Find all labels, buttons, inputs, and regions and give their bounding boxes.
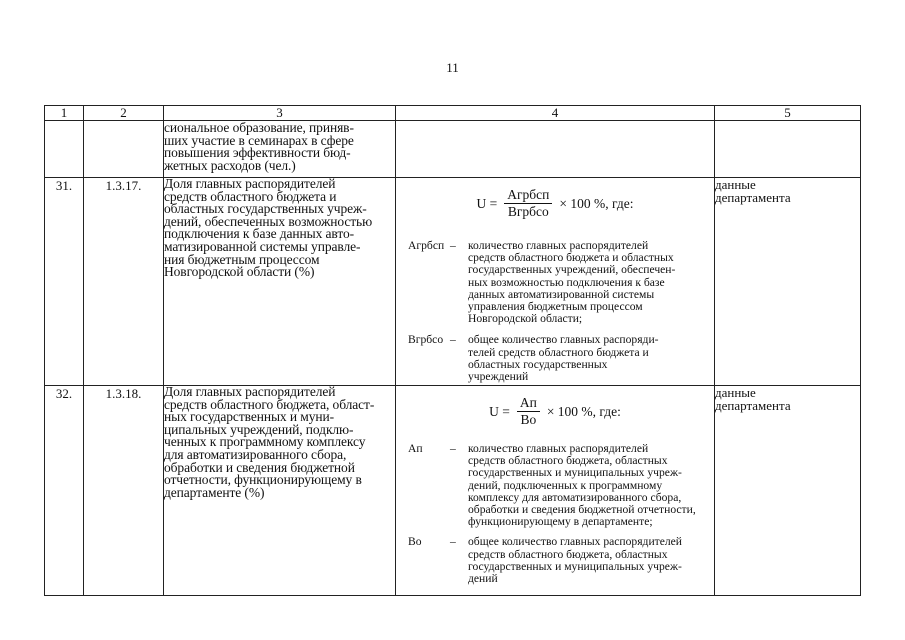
definition-item — [396, 536, 714, 585]
header-col-5: 5 — [715, 106, 861, 121]
formula-rhs: × 100 %, где: — [546, 403, 621, 419]
formula-lhs: U = — [476, 195, 498, 211]
indicator-code: 1.3.18. — [84, 386, 164, 596]
header-col-2: 2 — [84, 106, 164, 121]
formula-numerator: Ап — [517, 396, 540, 412]
definition-dash: – — [450, 239, 456, 252]
continuation-text: сиональное образование, приняв- ших участие в семинарах в сфере повышения эффективности бюд- жетных расходов (чел.) — [164, 121, 396, 178]
formula-fraction — [517, 396, 540, 427]
definition-text: количество главных распорядителей средств областного бюджета, областных государственных и муниципальных учреж- дений, подключенных к программному комплексу для автоматизированного сбора, обработки и сведения бюджетной отчетности, функционирующему в департаменте; — [468, 442, 696, 529]
definition-symbol: Вгрбсо — [408, 333, 444, 347]
indicators-table — [44, 105, 861, 596]
definition-text: количество главных распорядителей средств областного бюджета и областных государственных учреждений, обеспечен- ных возможностью подключения к базе данных автоматизированной системы управления бюджетным процессом Новгородской области; — [468, 239, 676, 326]
definition-symbol: Ап — [408, 442, 423, 455]
cell-empty — [715, 121, 861, 178]
formula-denominator: Вгрбсо — [507, 204, 549, 219]
data-source: данные департамента — [715, 386, 861, 596]
definition-symbol: Во — [408, 535, 422, 549]
definition-dash: – — [450, 442, 456, 455]
definition-symbol: Агрбсп — [408, 239, 445, 252]
cell-empty — [396, 121, 715, 178]
page-number: 11 — [446, 60, 459, 75]
row-number: 31. — [45, 178, 84, 386]
cell-empty — [45, 121, 84, 178]
formula-denominator: Во — [520, 412, 537, 427]
definition-item — [396, 443, 714, 528]
formula-numerator: Агрбсп — [504, 188, 552, 204]
formula-lhs: U = — [489, 403, 510, 419]
continuation-row — [45, 121, 861, 178]
formula — [396, 188, 714, 219]
indicator-name: Доля главных распорядителей средств областного бюджета, област- ных государственных и муни- ципальных учреждений, подклю- ченных к программному комплексу для автоматизированного сбора, обработки и сведения бюджетной отчетности, функционирующему в департаменте (%) — [164, 386, 396, 596]
definition-dash: – — [450, 535, 456, 549]
indicator-name: Доля главных распорядителей средств областного бюджета и областных государственных учреж- дений, обеспеченных возможностью подключения к базе данных авто- матизированной системы управле- ния бюджетным процессом Новгородской области (%) — [164, 178, 396, 386]
table-row — [45, 386, 861, 596]
formula-fraction — [504, 188, 552, 219]
definition-text: общее количество главных распорядителей средств областного бюджета, областных государственных и муниципальных учреж- дений — [468, 535, 682, 586]
formula-cell — [396, 178, 715, 386]
definition-item — [396, 240, 714, 325]
cell-empty — [84, 121, 164, 178]
table-header-row — [45, 106, 861, 121]
header-col-1: 1 — [45, 106, 84, 121]
definition-item — [396, 334, 714, 383]
formula-cell — [396, 386, 715, 596]
indicator-code: 1.3.17. — [84, 178, 164, 386]
formula — [396, 396, 714, 427]
table-row — [45, 178, 861, 386]
definition-dash: – — [450, 333, 456, 347]
row-number: 32. — [45, 386, 84, 596]
definition-text: общее количество главных распоряди- телей средств областного бюджета и областных государственных учреждений — [468, 333, 659, 384]
header-col-4: 4 — [396, 106, 715, 121]
header-col-3: 3 — [164, 106, 396, 121]
formula-rhs: × 100 %, где: — [559, 195, 634, 211]
data-source: данные департамента — [715, 178, 861, 386]
